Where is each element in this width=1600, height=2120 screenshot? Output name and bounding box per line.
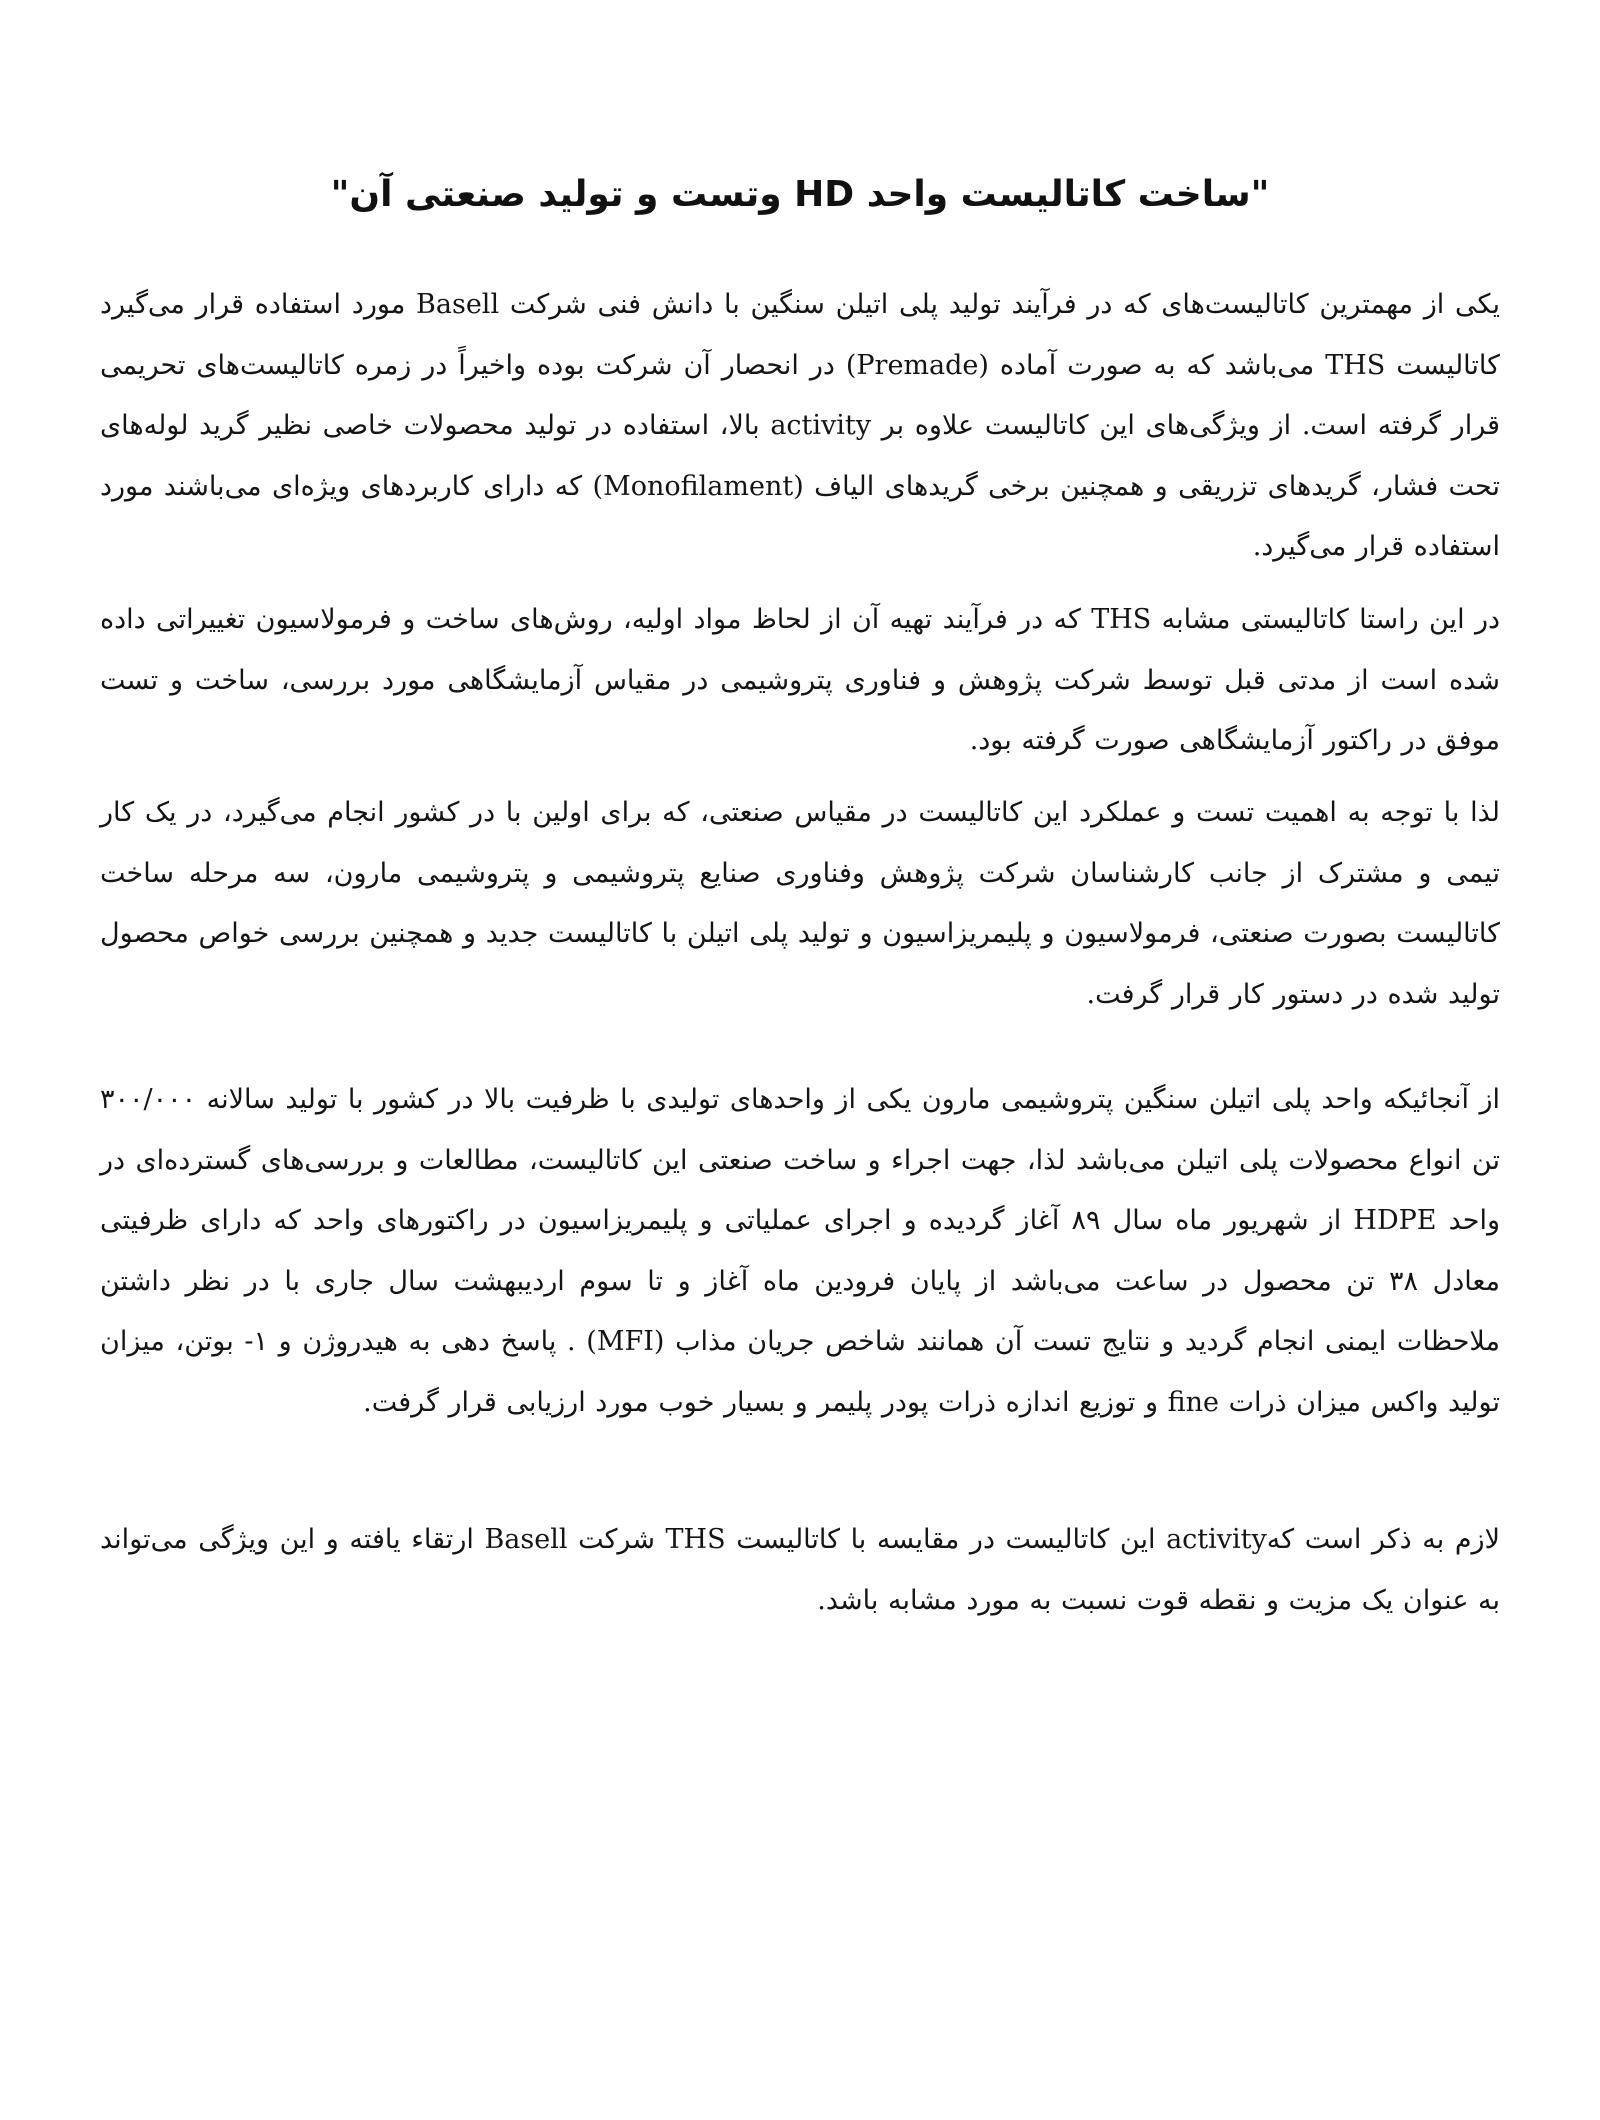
paragraph-hdpe-unit-results: از آنجائیکه واحد پلی اتیلن سنگین پتروشیمی مارون یکی از واحدهای تولیدی با ظرفیت بالا در کشور با تولید سالانه ۳۰۰/۰۰۰ تن انواع محصولات پلی اتیلن می‌باشد لذا، جهت اجراء و ساخت صنعتی این کاتالیست، مطالعات و بررسی‌های گسترده‌ای در واحد HDPE از شهریور ماه سال ۸۹ آغاز گردیده و اجرای عملیاتی و پلیمریزاسیون در راکتورهای واحد که دارای ظرفیتی معادل ۳۸ تن محصول در ساعت می‌باشد از پایان فرودین ماه آغاز و تا سوم اردیبهشت سال جاری با در نظر داشتن ملاحظات ایمنی انجام گردید و نتایج تست آن همانند شاخص جریان مذاب (MFI) . پاسخ دهی به هیدروژن و ۱- بوتن، میزان تولید واکس میزان ذرات fine و توزیع اندازه ذرات پودر پلیمر و بسیار خوب مورد ارزیابی قرار گرفت. [100,1084,1500,1418]
paragraph-activity-note: لازم به ذکر است کهactivity این کاتالیست در مقایسه با کاتالیست THS شرکت Basell ارتقاء یافته و این ویژگی می‌تواند به عنوان یک مزیت و نقطه قوت نسبت به مورد مشابه باشد. [100,1524,1500,1616]
paragraph-lab-development: در این راستا کاتالیستی مشابه THS که در فرآیند تهیه آن از لحاظ مواد اولیه، روش‌های ساخت و فرمولاسیون تغییراتی داده شده است از مدتی قبل توسط شرکت پژوهش و فناوری پتروشیمی در مقیاس آزمایشگاهی مورد بررسی، ساخت و تست موفق در راکتور آزمایشگاهی صورت گرفته بود. [100,604,1501,756]
paragraph-catalyst-intro: یکی از مهمترین کاتالیست‌های که در فرآیند تولید پلی اتیلن سنگین با دانش فنی شرکت Basell مورد استفاده قرار می‌گیرد کاتالیست THS می‌باشد که به صورت آماده (Premade) در انحصار آن شرکت بوده واخیراً در زمره کاتالیست‌های تحریمی قرار گرفته است. از ویژگی‌های این کاتالیست علاوه بر activity بالا، استفاده در تولید محصولات خاصی نظیر گرید لوله‌های تحت فشار، گریدهای تزریقی و همچنین برخی گریدهای الیاف (Monofilament) که دارای کاربردهای ویژه‌ای می‌باشند مورد استفاده قرار می‌گیرد. [100,289,1501,562]
document-page [100,0,1500,2120]
paragraph-industrial-test-plan: لذا با توجه به اهمیت تست و عملکرد این کاتالیست در مقیاس صنعتی، که برای اولین با در کشور انجام می‌گیرد، در یک کار تیمی و مشترک از جانب کارشناسان شرکت پژوهش وفناوری صنایع پتروشیمی و پتروشیمی مارون، سه مرحله ساخت کاتالیست بصورت صنعتی، فرمولاسیون و پلیمریزاسیون و تولید پلی اتیلن با کاتالیست جدید و همچنین بررسی خواص محصول تولید شده در دستور کار قرار گرفت. [100,797,1500,1010]
document-title: "ساخت کاتالیست واحد HD وتست و تولید صنعتی آن" [330,174,1270,215]
